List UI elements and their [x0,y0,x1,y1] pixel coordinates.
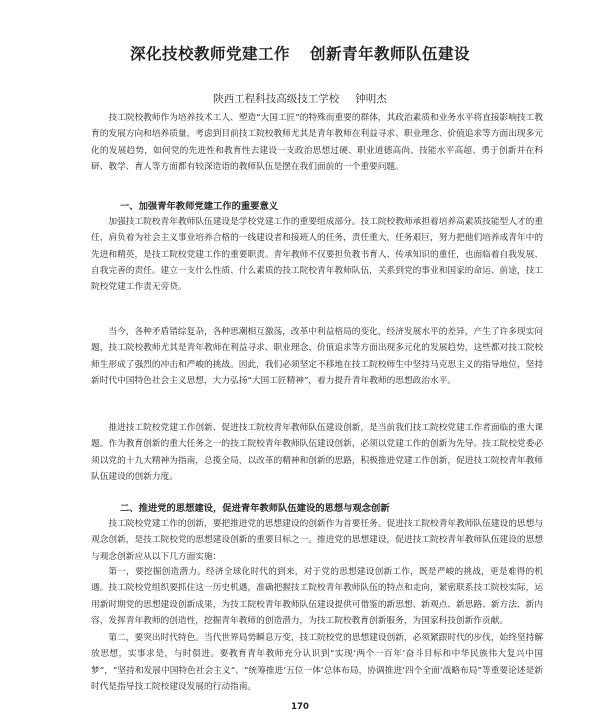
section-2-paragraph-3: 第二，要突出时代特色。当代世界局势瞬息万变，技工院校党的思想建设创新，必须紧跟时代的步伐，始终坚持解放思想，实事求是，与时俱进。要教育青年教师充分认识到“实现‘两个一百年’奋斗目标和中华民族伟大复兴中国梦”，“坚持和发展中国特色社会主义”、“统筹推进‘五位一体’总体布局，协调推进‘四个全面’战略布局”等重要论述是新时代是指导技工院校建设发展的行动指南。 [91,633,543,692]
section-2-paragraph-1: 技工院校党建工作的创新，要把推进党的思想建设的创新作为首要任务。促进技工院校青年教师队伍建设的思想与观念创新，是技工院校党的思想建设创新的重要目标之一。推进党的思想建设，促进技工院校青年教师队伍建设的思想与观念创新应从以下几方面实施： [91,519,543,562]
author-institution: 陕西工程科技高级技工学校 [213,93,340,105]
intro-paragraph: 技工院校教师作为培养技术工人、塑造“大国工匠”的特殊而重要的群体，其政治素质和业务水平将直接影响技工教育的发展方向和培养质量，考虑到目前技工院校教师尤其是青年教师在利益寻求、职业理念、价值追求等方面出现多元化的发展趋势，如何党的先进性和教育性去建设一支政治思想过硬、职业道德高尚、技能水平高超、勇于创新并在科研、教学、育人等方面都有较深造诣的教师队伍是摆在我们面前的一个重要问题。 [91,113,543,172]
article-title-part2: 创新青年教师队伍建设 [310,45,471,63]
article-title-part1: 深化技校教师党建工作 [129,45,290,63]
section-2-paragraph-2: 第一，要挖掘创造潜力。经济全球化时代的到来，对于党的思想建设创新工作，既是严峻的挑战，更是难得的机遇。技工院校党组织要抓住这一历史机遇，准确把握技工院校青年教师队伍的特点和走向，紧密联系技工院校实际，运用新时期党的思想建设创新成果，为技工院校青年教师队伍建设提供可借鉴的新思想、新观点、新思路、新方法、新内容，发挥青年教师的创造性，挖掘青年教师的创造潜力，为技工院校教育创新服务，为国家科技创新作贡献。 [91,567,543,626]
byline [40,91,560,106]
page-number: 170 [291,702,309,712]
section-1-paragraph-2: 当今，各种矛盾错综复杂，各种思潮相互激荡，改革中利益格局的变化，经济发展水平的差异，产生了许多现实问题，技工院校教师尤其是青年教师在利益寻求、职业理念、价值追求等方面出现多元化的发展趋势，这些都对技工院校师生形成了强烈的冲击和严峻的挑战。因此，我们必须坚定不移地在技工院校师生中坚持马克思主义的指导地位，坚持新时代中国特色社会主义思想，大力弘扬“大国工匠精神”，着力提升青年教师的思想政治水平。 [91,327,543,386]
section-1-paragraph-3: 推进技工院校党建工作创新、促进技工院校青年教师队伍建设创新，是当前我们技工院校党建工作者面临的重大课题。作为教育创新的重大任务之一的技工院校青年教师队伍建设创新，必须以党建工作的创新为先导。技工院校党委必须以党的十九大精神为指南，总揽全局，以改革的精神和创新的思路，积极推进党建工作创新，促进技工院校青年教师队伍建设的创新力度。 [91,423,543,482]
article-title [40,42,560,64]
section-1-paragraph-1: 加强技工院校青年教师队伍建设是学校党建工作的重要组成部分。技工院校教师承担着培养高素质技能型人才的重任，肩负着为社会主义事业培养合格的一线建设者和接班人的任务，责任重大，任务艰巨，努力把他们培养成青年中的先进和精英，是技工院校党建工作的重要职责。青年教师不仅要担负教书育人、传承知识的重任，也面临着自我发展、自我完善的责任。建立一支什么性质、什么素质的技工院校青年教师队伍，关系到党的事业和国家的命运、前途，技工院校党建工作责无旁贷。 [91,217,543,293]
author-name: 钟明杰 [355,93,387,105]
section-2-heading: 二、推进党的思想建设，促进青年教师队伍建设的思想与观念创新 [120,503,390,514]
section-1-heading: 一、加强青年教师党建工作的重要意义 [120,201,279,212]
